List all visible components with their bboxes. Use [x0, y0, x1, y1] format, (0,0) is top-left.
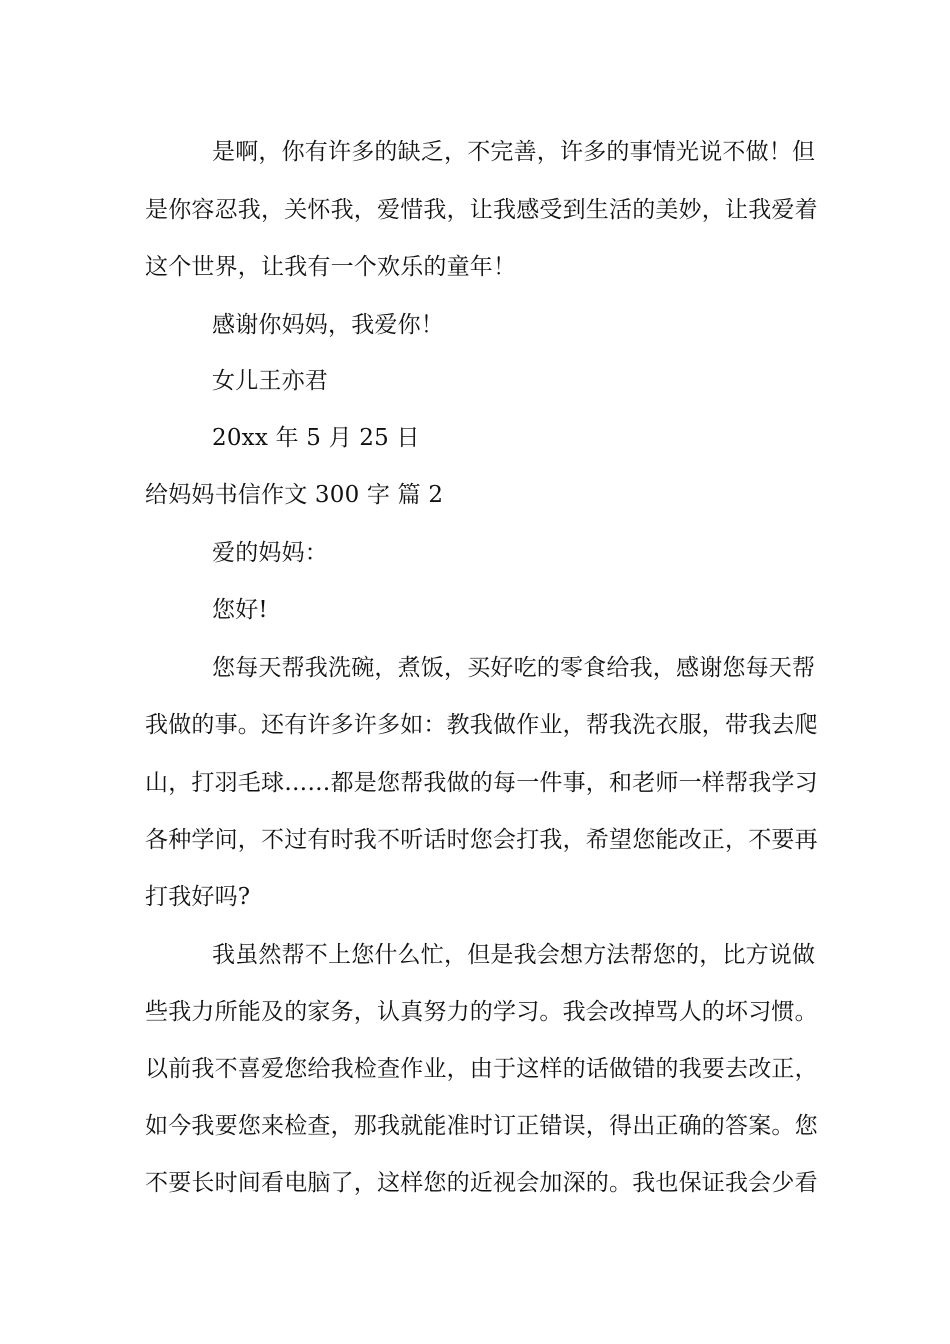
paragraph-2-line-5: 打我好吗? [145, 884, 251, 910]
section-heading: 给妈妈书信作文 300 字 篇 2 [145, 482, 444, 508]
paragraph-3-line-3: 以前我不喜爱您给我检查作业，由于这样的话做错的我要去改正， [145, 1056, 818, 1082]
closing-line: 感谢你妈妈，我爱你！ [212, 312, 444, 338]
greeting-line: 您好! [212, 597, 268, 623]
paragraph-1-line-2: 是你容忍我，关怀我，爱惜我，让我感受到生活的美妙，让我爱着 [145, 197, 818, 223]
signature-line: 女儿王亦君 [212, 368, 328, 394]
paragraph-1-line-1: 是啊，你有许多的缺乏，不完善，许多的事情光说不做！但 [212, 139, 816, 165]
salutation-line: 爱的妈妈： [212, 540, 328, 566]
paragraph-2-line-2: 我做的事。还有许多许多如：教我做作业，帮我洗衣服，带我去爬 [145, 712, 818, 738]
paragraph-3-line-1: 我虽然帮不上您什么忙，但是我会想方法帮您的，比方说做 [212, 942, 816, 968]
paragraph-1-line-3: 这个世界，让我有一个欢乐的童年！ [145, 254, 517, 280]
paragraph-2-line-3: 山，打羽毛球……都是您帮我做的每一件事，和老师一样帮我学习 [145, 770, 818, 796]
paragraph-3-line-2: 些我力所能及的家务，认真努力的学习。我会改掉骂人的坏习惯。 [145, 999, 818, 1025]
paragraph-3-line-4: 如今我要您来检查，那我就能准时订正错误，得出正确的答案。您 [145, 1113, 818, 1139]
paragraph-2-line-4: 各种学问，不过有时我不听话时您会打我，希望您能改正，不要再 [145, 827, 818, 853]
paragraph-3-line-5: 不要长时间看电脑了，这样您的近视会加深的。我也保证我会少看 [145, 1170, 818, 1196]
paragraph-2-line-1: 您每天帮我洗碗，煮饭，买好吃的零食给我，感谢您每天帮 [212, 655, 816, 681]
date-line: 20xx 年 5 月 25 日 [212, 425, 420, 451]
